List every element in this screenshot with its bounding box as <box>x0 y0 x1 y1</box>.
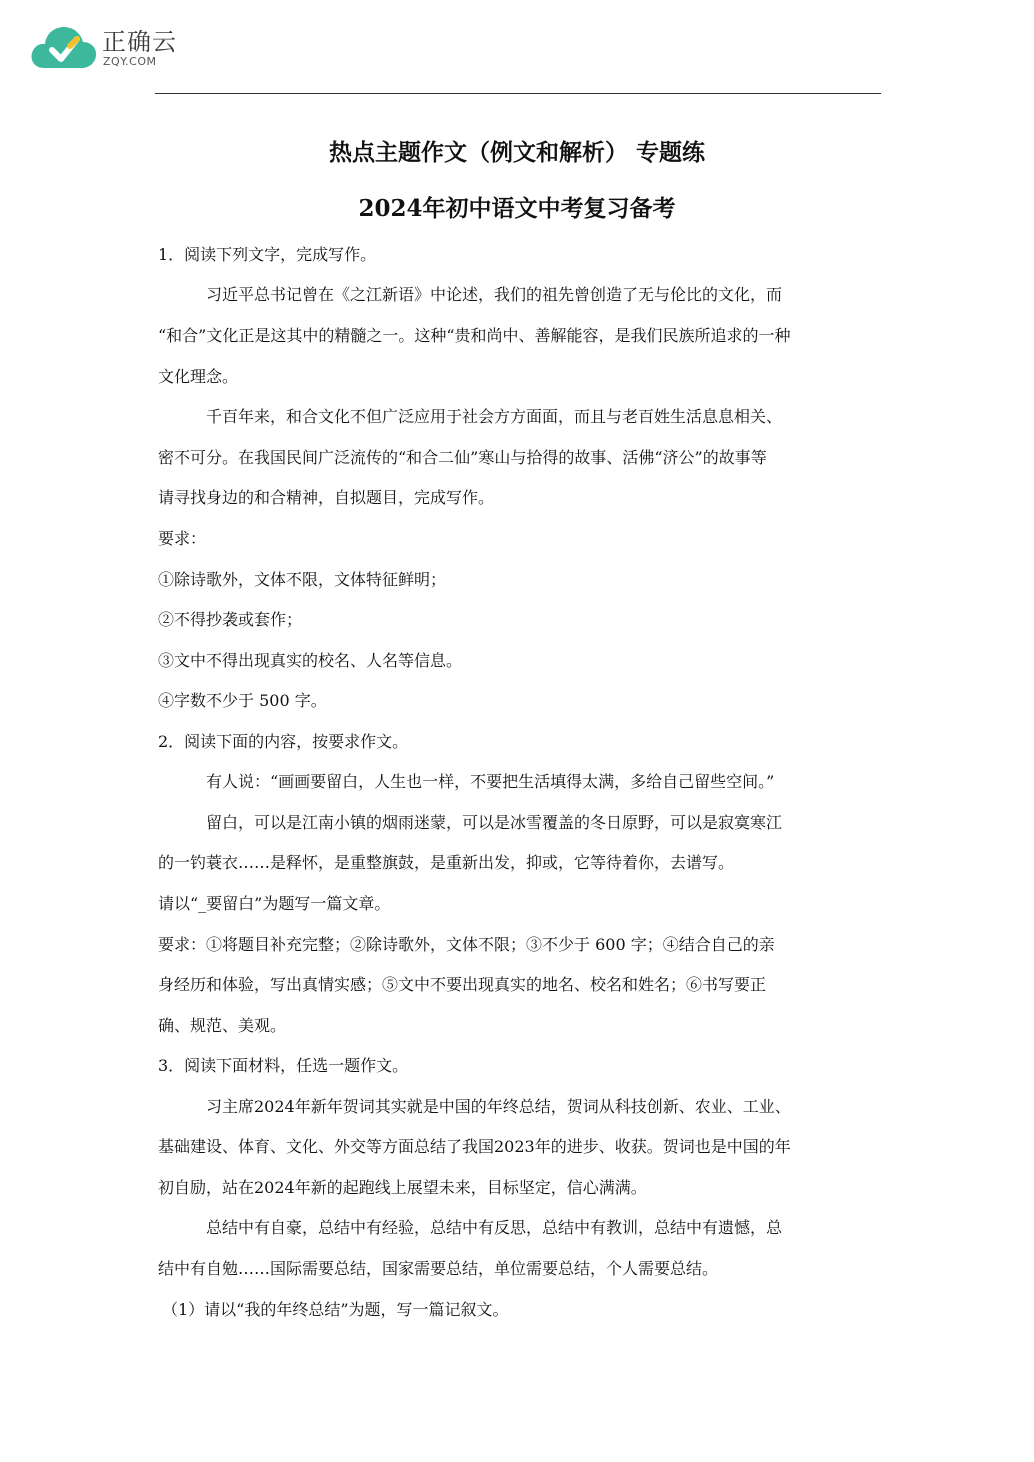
requirement-item: ①除诗歌外，文体不限，文体特征鲜明； <box>158 570 447 589</box>
brand-domain: ZQY.COM <box>103 55 157 68</box>
question-2-heading: 2．阅读下面的内容，按要求作文。 <box>158 732 409 751</box>
paragraph-line: 初自励，站在2024年新的起跑线上展望未来，目标坚定，信心满满。 <box>158 1178 647 1197</box>
paragraph-line: 有人说：“画画要留白，人生也一样，不要把生活填得太满，多给自己留些空间。” <box>206 772 775 791</box>
paragraph-line: 密不可分。在我国民间广泛流传的“和合二仙”寒山与拾得的故事、活佛“济公”的故事等 <box>158 448 767 467</box>
task-option: （1）请以“我的年终总结”为题，写一篇记叙文。 <box>162 1300 509 1319</box>
paragraph-line: 文化理念。 <box>158 367 239 386</box>
paragraph-line: 习主席2024年新年贺词其实就是中国的年终总结，贺词从科技创新、农业、工业、 <box>206 1097 791 1116</box>
brand-name: 正确云 <box>102 28 177 56</box>
requirement-item: 身经历和体验，写出真情实感；⑤文中不要出现真实的地名、校名和姓名；⑥书写要正 <box>158 975 767 994</box>
paragraph-line: 习近平总书记曾在《之江新语》中论述，我们的祖先曾创造了无与伦比的文化，而 <box>206 285 783 304</box>
requirement-item: ③文中不得出现真实的校名、人名等信息。 <box>158 651 463 670</box>
paragraph-line: 请寻找身边的和合精神，自拟题目，完成写作。 <box>158 488 495 507</box>
brand-logo <box>30 22 180 74</box>
paragraph-line: 千百年来，和合文化不但广泛应用于社会方方面面，而且与老百姓生活息息相关、 <box>206 407 783 426</box>
document-subtitle: 2024年初中语文中考复习备考 <box>358 195 676 222</box>
paragraph-line: “和合”文化正是这其中的精髓之一。这种“贵和尚中、善解能容，是我们民族所追求的一种 <box>158 326 791 345</box>
question-1-heading: 1．阅读下列文字，完成写作。 <box>158 245 377 264</box>
paragraph-line: 基础建设、体育、文化、外交等方面总结了我国2023年的进步、收获。贺词也是中国的年 <box>158 1137 791 1156</box>
requirement-item: 要求：①将题目补充完整；②除诗歌外，文体不限；③不少于 600 字；④结合自己的亲 <box>158 935 775 954</box>
paragraph-line: 留白，可以是江南小镇的烟雨迷蒙，可以是冰雪覆盖的冬日原野，可以是寂寞寒江 <box>206 813 783 832</box>
paragraph-line: 的一钓蓑衣……是释怀，是重整旗鼓，是重新出发，抑或，它等待着你，去谱写。 <box>158 853 735 872</box>
requirement-item: 确、规范、美观。 <box>158 1016 287 1035</box>
requirement-item: ②不得抄袭或套作； <box>158 610 303 629</box>
cloud-check-icon <box>30 22 98 74</box>
header-divider <box>155 93 881 94</box>
requirement-item: ④字数不少于 500 字。 <box>158 691 327 710</box>
question-3-heading: 3．阅读下面材料，任选一题作文。 <box>158 1056 409 1075</box>
paragraph-line: 总结中有自豪，总结中有经验，总结中有反思，总结中有教训，总结中有遗憾，总 <box>206 1218 783 1237</box>
requirements-label: 要求： <box>158 529 207 548</box>
paragraph-line: 请以“_要留白”为题写一篇文章。 <box>158 894 391 913</box>
document-title: 热点主题作文（例文和解析） 专题练 <box>328 139 705 166</box>
paragraph-line: 结中有自勉……国际需要总结，国家需要总结，单位需要总结，个人需要总结。 <box>158 1259 719 1278</box>
